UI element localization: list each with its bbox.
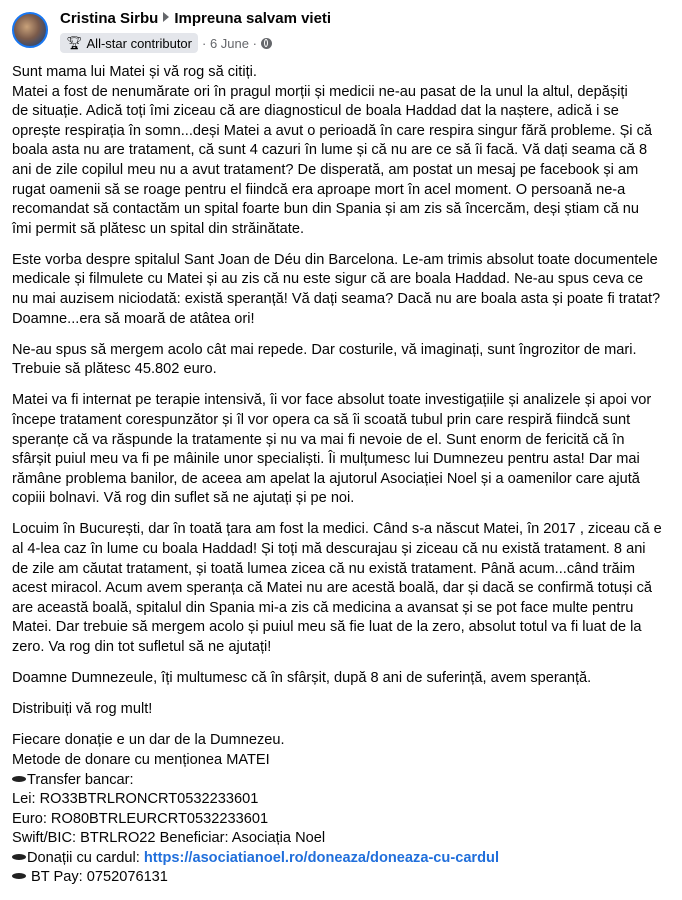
paragraph (12, 341, 662, 380)
text-line: Matei va fi internat pe terapie intensivă, îi vor face absolut toate investigațiile și analizele și apoi vor (12, 392, 652, 409)
text-line: de situație. Adică toți îmi ziceau că are diagnosticul de boala Haddad dat la naștere, adică i se (12, 103, 619, 120)
text-line: Distribuiți vă rog mult! (12, 701, 153, 718)
globe-icon (261, 38, 272, 49)
black-circle-icon (12, 776, 26, 782)
text-line: Sunt mama lui Matei și vă rog să citiți. (12, 64, 257, 80)
text-line: rămâne problema banilor, de aceea am apelat la ajutorul Asociației Noel și a oamenilor care ajută (12, 470, 640, 487)
paragraph (12, 669, 662, 689)
text-line: Metode de donare cu menționea MATEI (12, 751, 270, 768)
paragraph (12, 63, 662, 239)
text-line: îmi permit să plătesc un spital din străinătate. (12, 220, 305, 237)
text-line: speranțe că va răspunde la tratamente și nu va mai fi nevoie de el. Sunt enorm de fericită că în (12, 431, 625, 448)
text-line: Matei a fost de nenumărate ori în pragul morții și medicii ne-au pasat de la unul la altul, depășiți (12, 83, 628, 100)
text-line: Doamne Dumnezeule, îți multumesc că în sfârșit, după 8 ani de suferință, avem speranță. (12, 670, 592, 687)
text-line: ani de zile copilul meu nu a avut tratament? De disperată, am postat un mesaj pe facebook și am (12, 161, 639, 178)
trophy-icon: 🏆︎ (66, 35, 83, 50)
text-line: zero. Va rog din tot sufletul să ne ajutați! (12, 639, 272, 656)
post-body (12, 63, 662, 900)
paragraph (12, 700, 662, 720)
post-meta (60, 33, 272, 53)
post-date[interactable]: · 6 June · (202, 35, 257, 51)
text-line: Euro: RO80BTRLEURCRT0532233601 (12, 810, 269, 827)
text-line: Trebuie să plătesc 45.802 euro. (12, 361, 217, 378)
text-line: Swift/BIC: BTRLRO22 Beneficiar: Asociația Noel (12, 830, 326, 847)
post-header (0, 0, 682, 60)
text-line: are această boală, spitalul din Spania mi-a zis că medicina a avansat și se pot face multe pentru (12, 599, 634, 616)
donation-info (12, 731, 662, 888)
post-title-line (60, 10, 331, 27)
text-line: medicale și filmulete cu Matei și au zis că nu este sigur că are boala Haddad. Ne-au spus ceva ce (12, 271, 644, 288)
text-line: Ne-au spus să mergem acolo cât mai repede. Dar costurile, vă imaginați, sunt îngrozitor de mari. (12, 341, 637, 358)
group-name[interactable]: Impreuna salvam vieti (174, 10, 332, 27)
text-line: Lei: RO33BTRLRONCRT0532233601 (12, 791, 259, 808)
text-line: Doamne...era să moară de atâtea ori! (12, 310, 255, 327)
black-circle-icon (12, 873, 26, 879)
text-line (12, 849, 662, 869)
text-line: Locuim în București, dar în toată țara am fost la medici. Când s-a născut Matei, în 2017 , ziceau că e (12, 521, 662, 538)
text-line: rugat oamenii să se roage pentru el fiindcă era aproape mort în acel moment. O persoană ne-a (12, 181, 626, 198)
text-line: oprește respirația în somn...deși Matei a avut o perioadă în care respira singur fără probleme. Și că (12, 122, 653, 139)
btpay-label: BT Pay: 0752076131 (27, 869, 168, 886)
text-line: recomandat să contactăm un spital foarte bun din Spania și am zis să încercăm, deși știam că nu (12, 201, 640, 218)
text-line: Matei. Dar trebuie să mergem acolo și puiul meu să fie luat de la zero, absolut totul va fi luat de la (12, 619, 642, 636)
text-line: începe tratament corespunzător și îl vor opera ca să îi scoată tubul prin care respiră fiindcă sunt (12, 412, 631, 428)
donation-link[interactable]: https://asociatianoel.ro/doneaza/doneaza-cu-cardul (143, 849, 499, 866)
text-line: acest miracol. Acum avem speranța că Matei nu are acestă boală, dar și dacă se confirmă totuși că (12, 580, 653, 597)
text-line: boala asta nu are tratament, că sunt 4 cazuri în lume și că nu are ce să îi facă. Vă dați seama că 8 (12, 142, 648, 159)
transfer-label: Transfer bancar: (27, 771, 134, 788)
text-line: de zile am căutat tratament, și toată lumea zicea că nu există tratament. Până acum...când trăim (12, 560, 635, 577)
black-circle-icon (12, 854, 26, 860)
badge-label: All-star contributor (86, 35, 192, 51)
text-line: nu mai auzisem niciodată: există speranță! Vă dați seama? Dacă nu are boala asta și poate fi tratat? (12, 291, 661, 308)
triangle-right-icon (163, 12, 169, 22)
text-line: Este vorba despre spitalul Sant Joan de Déu din Barcelona. Le-am trimis absolut toate documentele (12, 251, 658, 268)
card-label: Donații cu cardul: (27, 849, 144, 866)
paragraph (12, 520, 662, 657)
author-name[interactable]: Cristina Sirbu (60, 10, 159, 27)
avatar[interactable] (12, 12, 48, 48)
contributor-badge[interactable] (60, 33, 198, 53)
paragraph (12, 251, 662, 329)
paragraph (12, 391, 662, 509)
text-line: sfârșit puiul meu va fi pe mâinile unor specialiști. Îi mulțumesc lui Dumnezeu pentru asta! Dar mai (12, 451, 640, 468)
text-line: al 4-lea caz în lume cu boala Haddad! Și toți mă descurajau și ziceau că nu există tratament. 8 ani (12, 541, 646, 558)
text-line: Fiecare donație e un dar de la Dumnezeu. (12, 732, 285, 749)
text-line: copiii bolnavi. Vă rog din suflet să ne ajutați și pe noi. (12, 490, 355, 507)
text-line (12, 771, 662, 791)
text-line (12, 868, 662, 888)
